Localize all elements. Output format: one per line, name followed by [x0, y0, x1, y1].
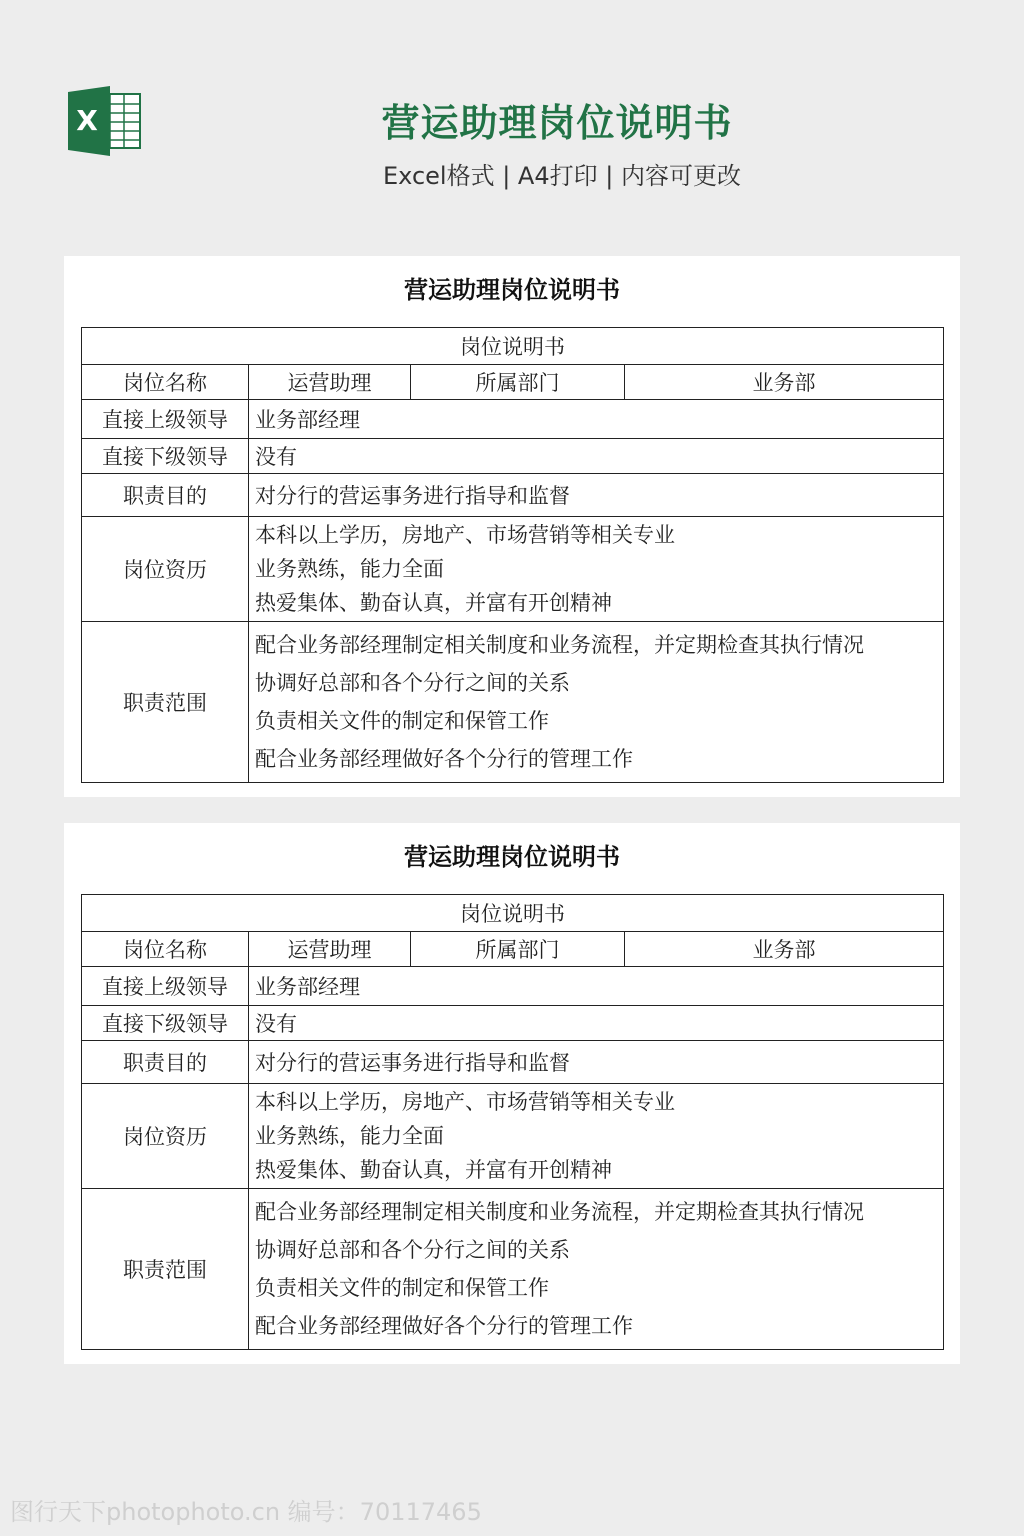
- department-label: 所属部门: [411, 365, 625, 400]
- position-label: 岗位名称: [82, 365, 249, 400]
- scope-item: 协调好总部和各个分行之间的关系: [255, 1238, 570, 1262]
- position-value: 运营助理: [249, 932, 411, 967]
- superior-value: 业务部经理: [249, 400, 944, 439]
- table-row: [82, 517, 944, 622]
- qualification-item: 业务熟练，能力全面: [255, 557, 444, 581]
- page-title: 营运助理岗位说明书: [381, 101, 733, 145]
- position-value: 运营助理: [249, 365, 411, 400]
- table-header-cell: 岗位说明书: [82, 328, 944, 365]
- qualification-item: 本科以上学历，房地产、市场营销等相关专业: [255, 1090, 675, 1114]
- qualification-item: 本科以上学历，房地产、市场营销等相关专业: [255, 523, 675, 547]
- scope-item: 配合业务部经理做好各个分行的管理工作: [255, 1314, 633, 1338]
- table-row: [82, 439, 944, 474]
- subordinate-label: 直接下级领导: [82, 1006, 249, 1041]
- sheet-preview-1: [64, 256, 960, 797]
- purpose-label: 职责目的: [82, 474, 249, 517]
- sheet-title: 营运助理岗位说明书: [404, 842, 620, 871]
- department-label: 所属部门: [411, 932, 625, 967]
- purpose-label: 职责目的: [82, 1041, 249, 1084]
- table-row: [82, 400, 944, 439]
- table-header-row: [82, 895, 944, 932]
- subordinate-value: 没有: [249, 1006, 944, 1041]
- watermark: 图行天下photophoto.cn 编号：70117465: [10, 1498, 482, 1526]
- sheet-title: 营运助理岗位说明书: [404, 275, 620, 304]
- purpose-value: 对分行的营运事务进行指导和监督: [249, 474, 944, 517]
- table-row: [82, 1006, 944, 1041]
- table-row: [82, 1189, 944, 1350]
- scope-label: 职责范围: [82, 622, 249, 783]
- scope-item: 配合业务部经理做好各个分行的管理工作: [255, 747, 633, 771]
- table-header-row: [82, 328, 944, 365]
- table-row: [82, 622, 944, 783]
- qualification-label: 岗位资历: [82, 1084, 249, 1189]
- table-row: [82, 1041, 944, 1084]
- table-header-cell: 岗位说明书: [82, 895, 944, 932]
- qualification-label: 岗位资历: [82, 517, 249, 622]
- superior-value: 业务部经理: [249, 967, 944, 1006]
- superior-label: 直接上级领导: [82, 400, 249, 439]
- table-row: [82, 365, 944, 400]
- scope-item: 配合业务部经理制定相关制度和业务流程，并定期检查其执行情况: [255, 633, 864, 657]
- subordinate-label: 直接下级领导: [82, 439, 249, 474]
- scope-cell: [249, 622, 944, 783]
- scope-item: 负责相关文件的制定和保管工作: [255, 709, 549, 733]
- qualification-cell: [249, 1084, 944, 1189]
- job-description-table: [81, 894, 944, 1350]
- scope-label: 职责范围: [82, 1189, 249, 1350]
- table-row: [82, 967, 944, 1006]
- page-subtitle: Excel格式 | A4打印 | 内容可更改: [383, 162, 741, 190]
- department-value: 业务部: [625, 365, 944, 400]
- scope-cell: [249, 1189, 944, 1350]
- position-label: 岗位名称: [82, 932, 249, 967]
- table-row: [82, 932, 944, 967]
- job-description-table: [81, 327, 944, 783]
- qualification-item: 业务熟练，能力全面: [255, 1124, 444, 1148]
- qualification-cell: [249, 517, 944, 622]
- department-value: 业务部: [625, 932, 944, 967]
- table-row: [82, 1084, 944, 1189]
- sheet-preview-2: [64, 823, 960, 1364]
- scope-item: 负责相关文件的制定和保管工作: [255, 1276, 549, 1300]
- superior-label: 直接上级领导: [82, 967, 249, 1006]
- scope-item: 协调好总部和各个分行之间的关系: [255, 671, 570, 695]
- qualification-item: 热爱集体、勤奋认真，并富有开创精神: [255, 591, 612, 615]
- excel-logo-letter: X: [76, 104, 98, 137]
- page-header: [0, 0, 1024, 230]
- table-row: [82, 474, 944, 517]
- purpose-value: 对分行的营运事务进行指导和监督: [249, 1041, 944, 1084]
- scope-item: 配合业务部经理制定相关制度和业务流程，并定期检查其执行情况: [255, 1200, 864, 1224]
- qualification-item: 热爱集体、勤奋认真，并富有开创精神: [255, 1158, 612, 1182]
- subordinate-value: 没有: [249, 439, 944, 474]
